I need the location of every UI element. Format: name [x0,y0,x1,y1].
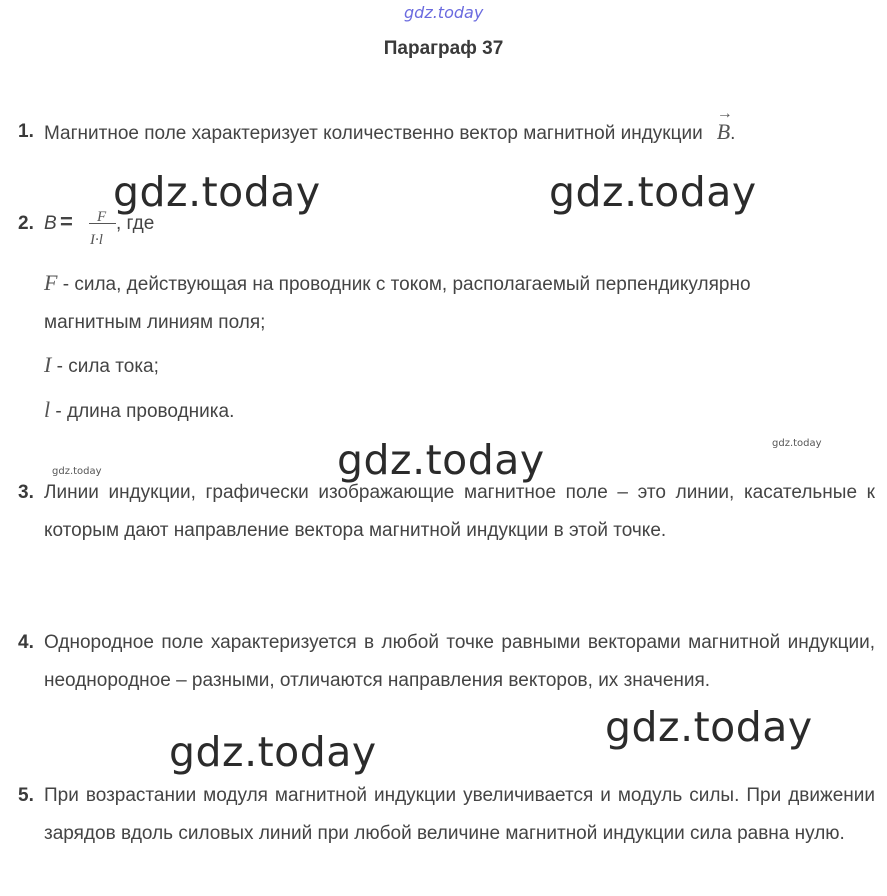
item-number: 4. [18,632,34,653]
item-number: 2. [18,213,34,234]
definition-text: - сила тока; [51,356,159,377]
formula-lhs: B [44,213,57,234]
watermark-small: gdz.today [52,466,102,477]
watermark: gdz.today [337,436,545,484]
watermark: gdz.today [605,703,813,751]
symbol-i: I [44,352,52,377]
item-text [44,105,875,153]
definition-text: магнитным линиям поля; [44,312,266,333]
sentence-end: . [730,123,736,144]
definition-l [44,391,234,431]
vector-arrow-icon: → [716,105,733,122]
site-watermark: gdz.today [404,3,484,22]
item-text: Линии индукции, графически изображающие магнитное поле – это линии, касательные к которым дают направление вектора магнитной индукции в этой точке. [44,482,875,541]
item-number: 3. [18,482,34,503]
definition-i [44,346,159,386]
answer-item-1 [18,105,875,153]
formula-equals: = [60,209,73,234]
definition-f [44,264,751,304]
watermark-small: gdz.today [772,438,822,449]
fraction-denominator: I·l [90,232,103,248]
watermark: gdz.today [169,728,377,776]
page-title: Параграф 37 [383,38,504,59]
answer-item-5 [18,777,875,853]
symbol-l: l [44,397,51,422]
definition-f-continued [44,304,265,342]
answer-item-4 [18,624,875,700]
definition-text: - сила, действующая на проводник с током, располагаемый перпендикулярно [57,274,751,295]
answer-item-3 [18,474,875,550]
watermark: gdz.today [113,168,321,216]
definition-text: - длина проводника. [50,401,235,422]
fraction-numerator: F [97,209,107,225]
item-text: Однородное поле характеризуется в любой точке равными векторами магнитной индукции, неоднородное – разными, отличаются направления векторов, их значения. [44,632,875,691]
item-number: 1. [18,121,34,142]
item-text: При возрастании модуля магнитной индукции увеличивается и модуль силы. При движении зарядов вдоль силовых линий при любой величине магнитной индукции сила равна нулю. [44,785,875,844]
item-1-sentence: Магнитное поле характеризует количественно вектор магнитной индукции [44,123,703,144]
formula-suffix: , где [116,213,155,234]
symbol-f: F [44,270,58,295]
vector-letter: B [716,119,731,144]
item-number: 5. [18,785,34,806]
vector-b-symbol [716,105,733,151]
watermark: gdz.today [549,168,757,216]
